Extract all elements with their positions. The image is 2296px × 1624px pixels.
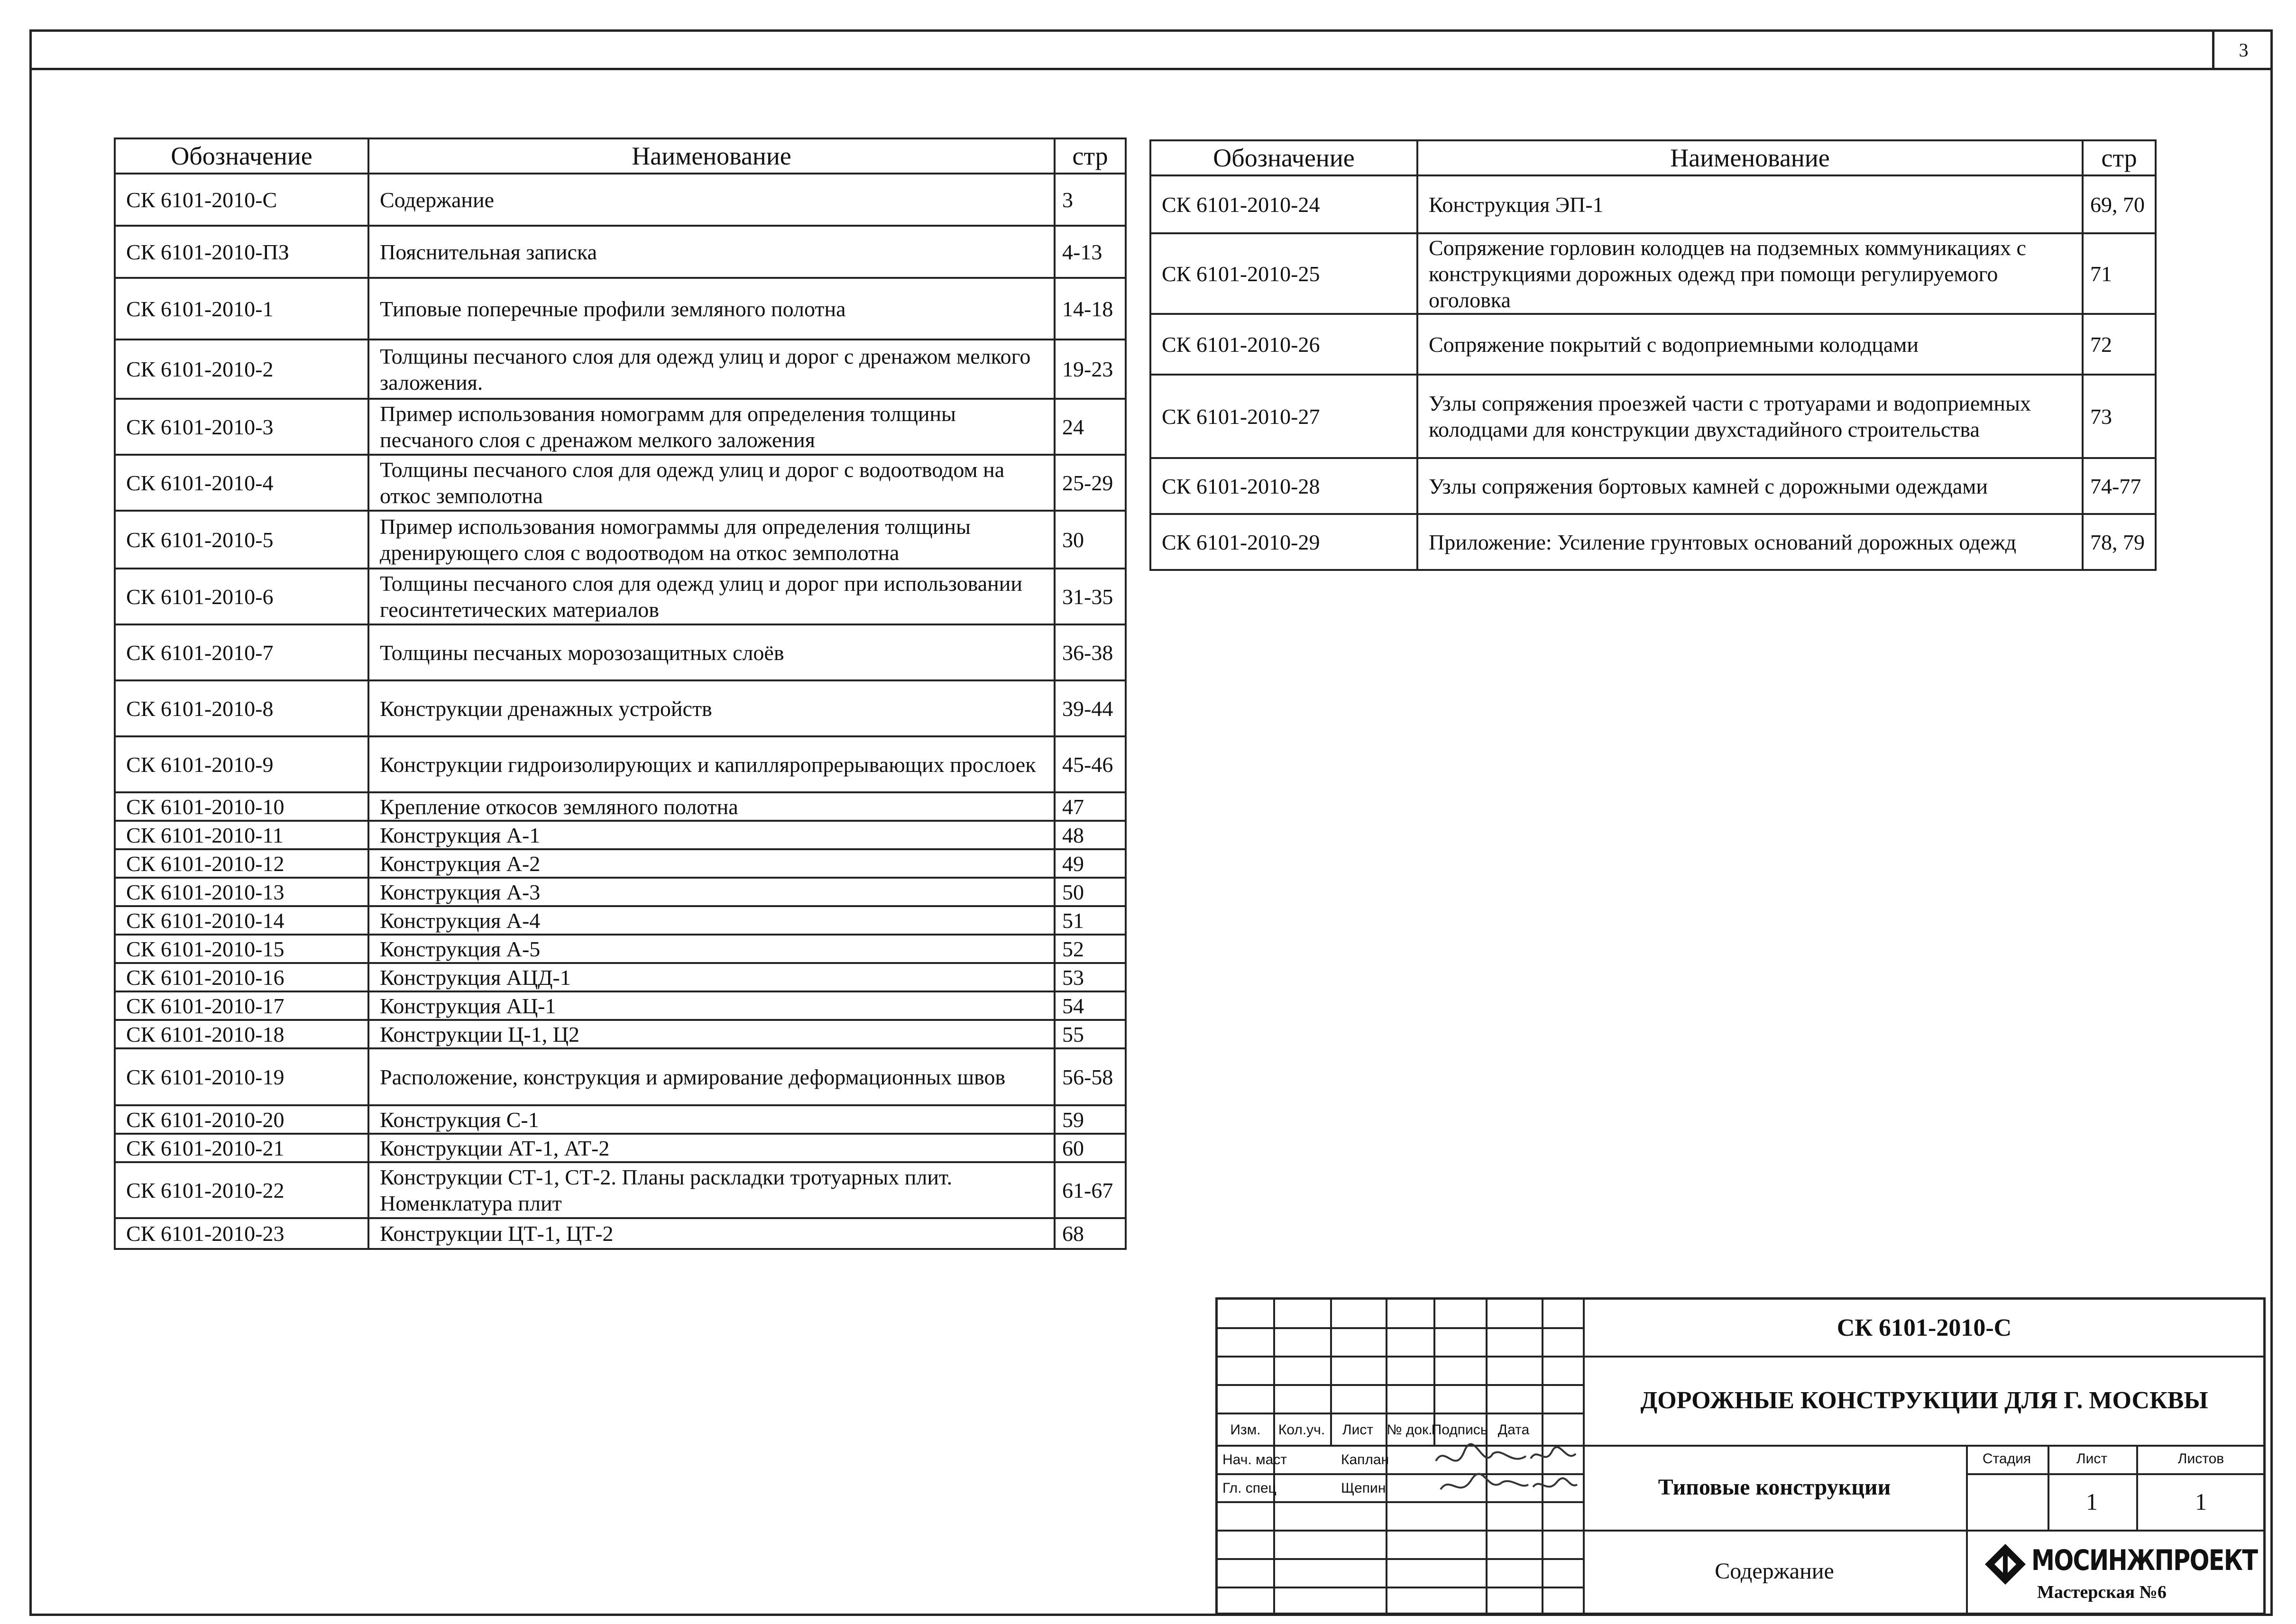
row-designation: СК 6101-2010-19 (115, 1048, 368, 1105)
row-page: 50 (1055, 878, 1126, 906)
table-row (115, 624, 1126, 680)
table-row (115, 455, 1126, 511)
col-izm: Изм. (1230, 1422, 1261, 1438)
table-row (1150, 233, 2156, 314)
row-page: 3 (1055, 174, 1126, 226)
sheets-value: 1 (2195, 1488, 2207, 1515)
company-logo-icon (1984, 1543, 2027, 1586)
table-row (115, 935, 1126, 963)
row-name: Конструкция А-3 (368, 878, 1055, 906)
table-row (115, 1162, 1126, 1218)
table-row (115, 821, 1126, 849)
row-name: Конструкция АЦД-1 (368, 963, 1055, 991)
row-designation: СК 6101-2010-15 (115, 935, 368, 963)
row-page: 55 (1055, 1020, 1126, 1048)
table-row (115, 174, 1126, 226)
row-designation: СК 6101-2010-ПЗ (115, 226, 368, 278)
section-title: Типовые конструкции (1658, 1475, 1891, 1500)
row-name: Конструкции гидроизолирующих и капилляропрерывающих прослоек (368, 736, 1055, 792)
top-border-line (29, 68, 2273, 70)
sheet-title: Содержание (1715, 1559, 1834, 1584)
row-name: Крепление откосов земляного полотна (368, 792, 1055, 821)
row-designation: СК 6101-2010-10 (115, 792, 368, 821)
row-name: Конструкции ЦТ-1, ЦТ-2 (368, 1218, 1055, 1249)
row-name: Конструкция А-1 (368, 821, 1055, 849)
table-row (115, 906, 1126, 935)
row-name: Сопряжение покрытий с водоприемными колодцами (1417, 314, 2083, 375)
row-designation: СК 6101-2010-18 (115, 1020, 368, 1048)
row-name: Толщины песчаного слоя для одежд улиц и дорог при использовании геосинтетических материалов (368, 569, 1055, 624)
row-page: 49 (1055, 849, 1126, 878)
row-page: 60 (1055, 1134, 1126, 1162)
table-row (115, 1218, 1126, 1249)
row-page: 47 (1055, 792, 1126, 821)
sheets-label: Листов (2177, 1451, 2224, 1467)
table-row (115, 569, 1126, 624)
table-row (115, 878, 1126, 906)
row-name: Конструкция А-2 (368, 849, 1055, 878)
table-row (115, 399, 1126, 455)
table-row (115, 339, 1126, 399)
row-name: Приложение: Усиление грунтовых оснований дорожных одежд (1417, 514, 2083, 570)
row-designation: СК 6101-2010-С (115, 174, 368, 226)
row-designation: СК 6101-2010-20 (115, 1105, 368, 1134)
contents-table-right (1149, 139, 2157, 571)
row-designation: СК 6101-2010-4 (115, 455, 368, 511)
row-name: Содержание (368, 174, 1055, 226)
row-name: Узлы сопряжения проезжей части с тротуарами и водоприемных колодцами для конструкции двухстадийного строительства (1417, 375, 2083, 458)
row-name: Конструкции СТ-1, СТ-2. Планы раскладки тротуарных плит. Номенклатура плит (368, 1162, 1055, 1218)
header-name: Наименование (1417, 140, 2083, 175)
row-name: Пояснительная записка (368, 226, 1055, 278)
row-page: 61-67 (1055, 1162, 1126, 1218)
row-designation: СК 6101-2010-7 (115, 624, 368, 680)
row-page: 19-23 (1055, 339, 1126, 399)
row-name: Конструкции АТ-1, АТ-2 (368, 1134, 1055, 1162)
staff-role: Гл. спец (1222, 1480, 1277, 1496)
row-page: 56-58 (1055, 1048, 1126, 1105)
table-row (115, 511, 1126, 569)
table-row (1150, 175, 2156, 233)
row-designation: СК 6101-2010-24 (1150, 175, 1417, 233)
row-page: 25-29 (1055, 455, 1126, 511)
col-podpis: Подпись (1431, 1422, 1488, 1438)
header-page: стр (1055, 138, 1126, 174)
row-page: 45-46 (1055, 736, 1126, 792)
row-designation: СК 6101-2010-22 (115, 1162, 368, 1218)
row-page: 14-18 (1055, 278, 1126, 339)
row-designation: СК 6101-2010-17 (115, 991, 368, 1020)
staff-name: Щепин (1341, 1480, 1386, 1496)
table-row (115, 1048, 1126, 1105)
row-designation: СК 6101-2010-11 (115, 821, 368, 849)
sheet-value: 1 (2086, 1488, 2098, 1515)
staff-role: Нач. маст (1222, 1452, 1287, 1468)
row-name: Конструкция С-1 (368, 1105, 1055, 1134)
table-row (1150, 314, 2156, 375)
row-designation: СК 6101-2010-8 (115, 680, 368, 736)
table-row (115, 849, 1126, 878)
table-row (1150, 458, 2156, 514)
row-name: Типовые поперечные профили земляного полотна (368, 278, 1055, 339)
row-page: 36-38 (1055, 624, 1126, 680)
contents-table-left (114, 138, 1127, 1250)
row-name: Узлы сопряжения бортовых камней с дорожными одеждами (1417, 458, 2083, 514)
row-designation: СК 6101-2010-12 (115, 849, 368, 878)
col-list: Лист (1342, 1422, 1374, 1438)
table-row (1150, 514, 2156, 570)
header-name: Наименование (368, 138, 1055, 174)
row-page: 39-44 (1055, 680, 1126, 736)
staff-name: Каплан (1341, 1452, 1389, 1468)
row-name: Конструкция А-4 (368, 906, 1055, 935)
document-code: СК 6101-2010-С (1837, 1314, 2012, 1341)
table-header-row (115, 138, 1126, 174)
row-page: 72 (2083, 314, 2156, 375)
row-designation: СК 6101-2010-29 (1150, 514, 1417, 570)
table-row (115, 991, 1126, 1020)
row-page: 59 (1055, 1105, 1126, 1134)
row-page: 69, 70 (2083, 175, 2156, 233)
row-designation: СК 6101-2010-2 (115, 339, 368, 399)
stage-label: Стадия (1982, 1451, 2031, 1467)
table-row (115, 1134, 1126, 1162)
row-name: Конструкция А-5 (368, 935, 1055, 963)
table-row (115, 680, 1126, 736)
row-name: Толщины песчаного слоя для одежд улиц и дорог с водоотводом на откос земполотна (368, 455, 1055, 511)
row-page: 30 (1055, 511, 1126, 569)
row-designation: СК 6101-2010-14 (115, 906, 368, 935)
row-designation: СК 6101-2010-1 (115, 278, 368, 339)
row-page: 48 (1055, 821, 1126, 849)
table-header-row (1150, 140, 2156, 175)
row-page: 53 (1055, 963, 1126, 991)
row-name: Пример использования номограммы для определения толщины дренирующего слоя с водоотводом на откос земполотна (368, 511, 1055, 569)
row-name: Пример использования номограмм для определения толщины песчаного слоя с дренажом мелкого заложения (368, 399, 1055, 455)
table-row (115, 226, 1126, 278)
row-designation: СК 6101-2010-6 (115, 569, 368, 624)
table-row (115, 792, 1126, 821)
table-row (1150, 375, 2156, 458)
row-page: 31-35 (1055, 569, 1126, 624)
row-name: Конструкция ЭП-1 (1417, 175, 2083, 233)
table-row (115, 1020, 1126, 1048)
row-page: 68 (1055, 1218, 1126, 1249)
row-designation: СК 6101-2010-9 (115, 736, 368, 792)
row-page: 71 (2083, 233, 2156, 314)
header-designation: Обозначение (115, 138, 368, 174)
row-name: Конструкции Ц-1, Ц2 (368, 1020, 1055, 1048)
row-designation: СК 6101-2010-25 (1150, 233, 1417, 314)
header-page: стр (2083, 140, 2156, 175)
table-row (115, 278, 1126, 339)
company-logo (1966, 1530, 2266, 1613)
col-ndok: № док. (1387, 1422, 1433, 1438)
row-page: 73 (2083, 375, 2156, 458)
row-page: 54 (1055, 991, 1126, 1020)
table-row (115, 1105, 1126, 1134)
row-designation: СК 6101-2010-3 (115, 399, 368, 455)
row-page: 78, 79 (2083, 514, 2156, 570)
header-designation: Обозначение (1150, 140, 1417, 175)
row-name: Толщины песчаного слоя для одежд улиц и дорог с дренажом мелкого заложения. (368, 339, 1055, 399)
row-designation: СК 6101-2010-5 (115, 511, 368, 569)
handwritten-signatures (1426, 1442, 1583, 1504)
title-block (1215, 1297, 2266, 1615)
row-page: 4-13 (1055, 226, 1126, 278)
row-designation: СК 6101-2010-23 (115, 1218, 368, 1249)
company-name: МОСИНЖПРОЕКТ (2031, 1544, 2258, 1577)
row-name: Конструкции дренажных устройств (368, 680, 1055, 736)
row-name: Сопряжение горловин колодцев на подземных коммуникациях с конструкциями дорожных одежд при помощи регулируемого оголовка (1417, 233, 2083, 314)
page-number: 3 (2212, 29, 2273, 70)
row-designation: СК 6101-2010-16 (115, 963, 368, 991)
row-designation: СК 6101-2010-28 (1150, 458, 1417, 514)
sheet-label: Лист (2076, 1451, 2108, 1467)
row-name: Толщины песчаных морозозащитных слоёв (368, 624, 1055, 680)
row-name: Конструкция АЦ-1 (368, 991, 1055, 1020)
row-designation: СК 6101-2010-26 (1150, 314, 1417, 375)
row-designation: СК 6101-2010-21 (115, 1134, 368, 1162)
col-data: Дата (1497, 1422, 1530, 1438)
row-page: 51 (1055, 906, 1126, 935)
row-page: 52 (1055, 935, 1126, 963)
row-page: 74-77 (2083, 458, 2156, 514)
col-kol: Кол.уч. (1278, 1422, 1325, 1438)
row-designation: СК 6101-2010-13 (115, 878, 368, 906)
table-row (115, 736, 1126, 792)
row-designation: СК 6101-2010-27 (1150, 375, 1417, 458)
project-title: ДОРОЖНЫЕ КОНСТРУКЦИИ ДЛЯ Г. МОСКВЫ (1640, 1386, 2208, 1414)
workshop-name: Мастерская №6 (2037, 1582, 2167, 1602)
row-name: Расположение, конструкция и армирование деформационных швов (368, 1048, 1055, 1105)
table-row (115, 963, 1126, 991)
row-page: 24 (1055, 399, 1126, 455)
